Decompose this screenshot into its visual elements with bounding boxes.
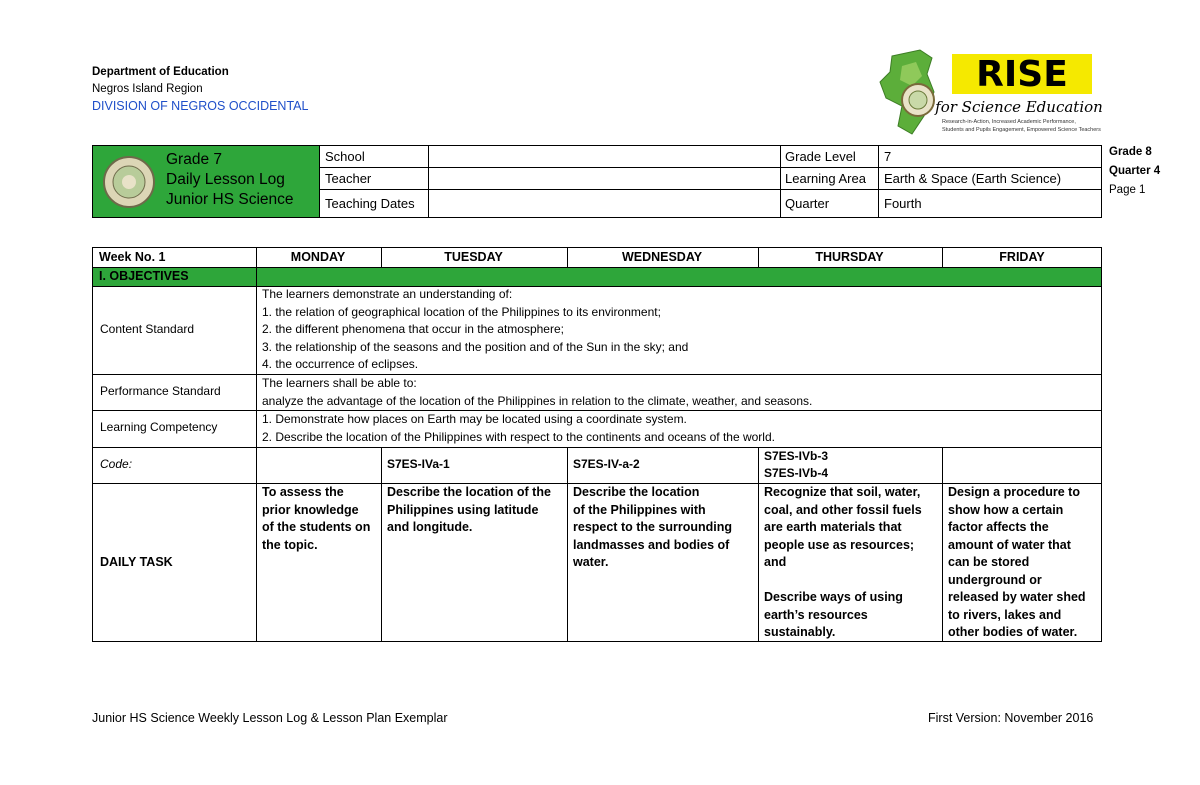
header-thursday: THURSDAY	[815, 250, 884, 264]
footer-title: Junior HS Science Weekly Lesson Log & Lesson Plan Exemplar	[92, 711, 448, 725]
daily-task-wednesday: Describe the location of the Philippines with respect to the surrounding landmasses and bodies of water.	[573, 485, 733, 569]
daily-task-tuesday: Describe the location of the Philippines using latitude and longitude.	[387, 485, 551, 534]
quarter-value: Fourth	[884, 196, 922, 211]
code-tuesday: S7ES-IVa-1	[387, 457, 450, 471]
division-name: DIVISION OF NEGROS OCCIDENTAL	[92, 99, 309, 113]
lesson-info-table	[92, 145, 1102, 218]
content-standard-text: The learners demonstrate an understanding of: 1. the relation of geographical location of the Philippines to its environment; 2. the different phenomena that occur in the atmosphere; 3. the relationship of the seasons and the position and of the Sun in the sky; and 4. the occurrence of eclipses.	[262, 287, 689, 371]
svg-text:RISE: RISE	[976, 54, 1068, 95]
daily-task-monday: To assess the prior knowledge of the students on the topic.	[262, 485, 371, 552]
lesson-title-grade: Grade 7	[166, 151, 223, 168]
code-thursday-1: S7ES-IVb-3	[764, 449, 829, 463]
code-wednesday: S7ES-IV-a-2	[573, 457, 640, 471]
svg-text:Students and Pupils Engagement: Students and Pupils Engagement, Empowered Science Teachers	[942, 127, 1101, 133]
teaching-dates-label: Teaching Dates	[325, 196, 415, 211]
department-name: Department of Education	[92, 66, 229, 78]
lesson-title-log: Daily Lesson Log	[166, 171, 285, 188]
header-monday: MONDAY	[290, 250, 346, 264]
performance-standard-text: The learners shall be able to: analyze the advantage of the location of the Philippines in relation to the climate, weather, and seasons.	[262, 376, 813, 408]
region-name: Negros Island Region	[92, 83, 203, 95]
lesson-title-subject: Junior HS Science	[166, 191, 294, 208]
deped-seal-icon	[102, 155, 156, 209]
weekly-lesson-table	[92, 247, 1102, 642]
header-tuesday: TUESDAY	[444, 250, 503, 264]
school-label: School	[325, 149, 365, 164]
daily-task-label: DAILY TASK	[100, 555, 173, 569]
code-label: Code:	[100, 457, 133, 471]
side-grade: Grade 8	[1109, 146, 1152, 158]
learning-competency-label: Learning Competency	[100, 420, 218, 434]
performance-standard-label: Performance Standard	[100, 384, 221, 398]
code-thursday-2: S7ES-IVb-4	[764, 466, 829, 480]
rise-logo	[872, 46, 1102, 138]
teacher-label: Teacher	[325, 171, 372, 186]
header-wednesday: WEDNESDAY	[621, 250, 703, 264]
footer-version: First Version: November 2016	[928, 711, 1094, 725]
content-standard-label: Content Standard	[100, 322, 195, 336]
grade-level-label: Grade Level	[785, 149, 856, 164]
side-page: Page 1	[1109, 184, 1146, 196]
quarter-label: Quarter	[785, 196, 830, 211]
side-quarter: Quarter 4	[1109, 165, 1161, 177]
grade-level-value: 7	[884, 149, 892, 164]
learning-area-label: Learning Area	[785, 171, 866, 186]
header-block	[92, 64, 308, 115]
svg-text:for Science Education!: for Science Education!	[935, 98, 1102, 116]
daily-task-thursday: Recognize that soil, water, coal, and other fossil fuels are earth materials that people use as resources; and Describe ways of using earth’s resources sustainably.	[764, 485, 922, 639]
objectives-row	[93, 267, 1101, 286]
objectives-heading: I. OBJECTIVES	[99, 269, 189, 283]
learning-area-value: Earth & Space (Earth Science)	[884, 171, 1062, 186]
svg-text:Research-in-Action, Increased: Research-in-Action, Increased Academic Performance,	[942, 119, 1076, 125]
header-week: Week No. 1	[99, 250, 166, 264]
lesson-title-panel	[93, 146, 320, 217]
header-friday: FRIDAY	[999, 250, 1045, 264]
daily-task-friday: Design a procedure to show how a certain factor affects the amount of water that can be stored underground or released by water shed to rivers, lakes and other bodies of water.	[948, 485, 1086, 639]
learning-competency-text: 1. Demonstrate how places on Earth may be located using a coordinate system. 2. Describe the location of the Philippines with respect to the continents and oceans of the world.	[262, 412, 775, 444]
